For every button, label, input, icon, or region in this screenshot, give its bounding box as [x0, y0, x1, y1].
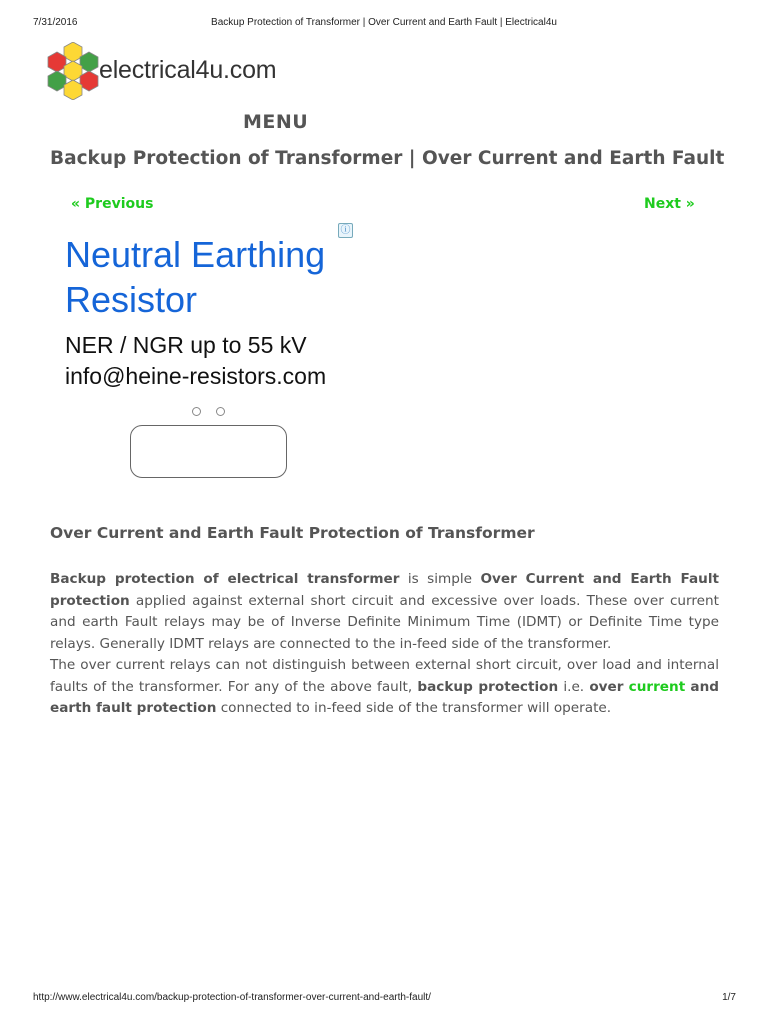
- logo-hex-bottom: [64, 80, 82, 100]
- next-link[interactable]: Next »: [644, 196, 695, 212]
- logo-hex-left-bottom: [48, 71, 66, 91]
- ad-line-email[interactable]: info@heine-resistors.com: [65, 363, 327, 389]
- ad-info-icon[interactable]: ⓘ: [338, 223, 353, 238]
- logo-hex-right-top: [80, 52, 98, 72]
- text: is simple: [399, 571, 481, 587]
- logo-hex-right-bottom: [80, 71, 98, 91]
- text: connected to in-feed side of the transformer will operate.: [216, 700, 612, 716]
- bold-text: Backup protection of electrical transformer: [50, 571, 400, 587]
- article-body: [50, 569, 719, 720]
- print-header: [0, 17, 768, 31]
- text: i.e.: [558, 678, 590, 695]
- logo-hexagon-icon: [46, 42, 100, 100]
- print-footer: [0, 992, 768, 1006]
- paragraph-2: [50, 655, 719, 720]
- logo-hex-left-top: [48, 52, 66, 72]
- section-heading: Over Current and Earth Fault Protection of Transformer: [50, 524, 535, 542]
- text: applied against external short circuit and excessive over loads. These over current and earth Fault relays may be of Inverse Definite Minimum Time (IDMT) or Definite Time type relays. Generally IDMT relays are connected to the in-feed side of the transformer.: [50, 592, 719, 652]
- previous-link[interactable]: « Previous: [71, 196, 154, 212]
- site-logo[interactable]: [46, 42, 306, 100]
- logo-hex-center: [64, 61, 82, 81]
- ad-headline[interactable]: Neutral Earthing Resistor: [65, 234, 326, 320]
- carousel-dot-icon[interactable]: [216, 407, 225, 416]
- bold-text: backup protection: [417, 678, 559, 695]
- bold-text: Over Current and Earth Fault protection: [50, 571, 719, 609]
- ad-line-voltage: NER / NGR up to 55 kV: [65, 332, 307, 358]
- over-current-link[interactable]: current: [628, 678, 686, 695]
- print-url: http://www.electrical4u.com/backup-protection-of-transformer-over-current-and-earth-fault/: [33, 992, 431, 1003]
- page-title: Backup Protection of Transformer | Over Current and Earth Fault: [50, 148, 725, 169]
- print-date: 7/31/2016: [33, 17, 78, 28]
- print-page-title: Backup Protection of Transformer | Over Current and Earth Fault | Electrical4u: [211, 17, 557, 28]
- logo-hex-top: [64, 42, 82, 62]
- text: The over current relays can not distinguish between external short circuit, over load and internal faults of the transformer. For any of the above fault,: [50, 657, 719, 695]
- carousel-dot-icon[interactable]: [192, 407, 201, 416]
- menu-button[interactable]: MENU: [243, 111, 309, 133]
- advertisement[interactable]: [50, 222, 360, 492]
- print-page-number: 1/7: [722, 992, 736, 1003]
- ad-cta-button[interactable]: [130, 425, 287, 478]
- bold-text: over: [589, 678, 624, 695]
- ad-carousel-dots: [192, 401, 240, 420]
- logo-text: electrical4u.com: [99, 56, 277, 84]
- paragraph-1: [50, 569, 719, 655]
- bold-text: and earth fault protection: [50, 678, 719, 716]
